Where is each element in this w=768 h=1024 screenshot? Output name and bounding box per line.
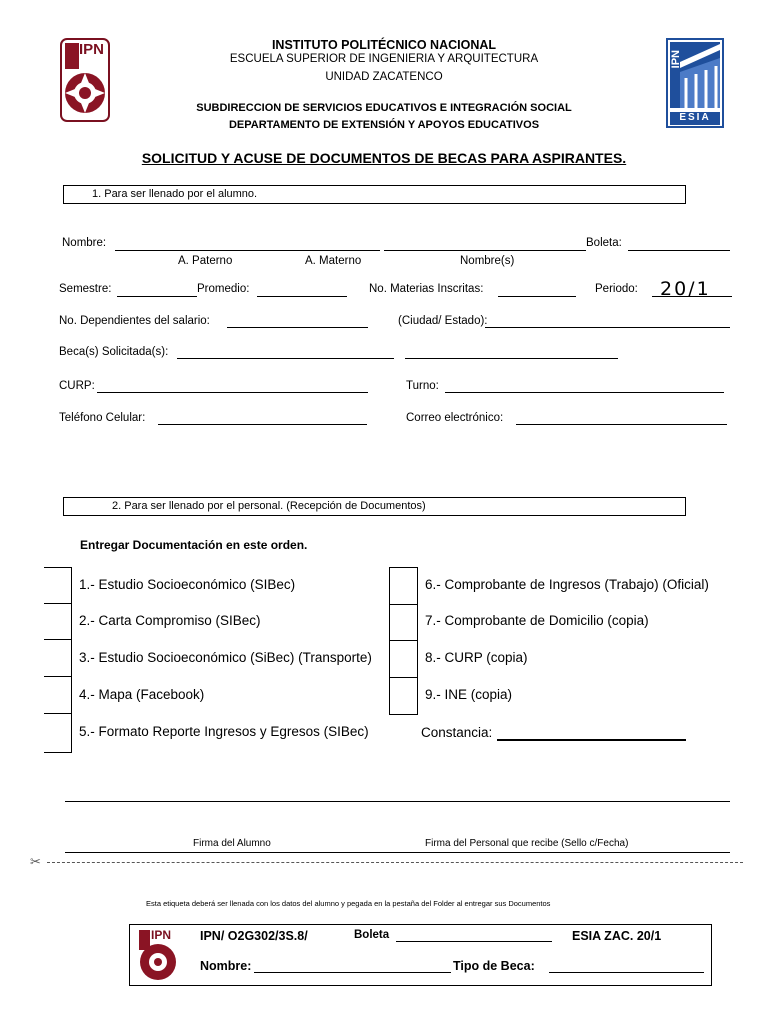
- ipn-logo-small-text: IPN: [151, 928, 172, 942]
- institute-name: INSTITUTO POLITÉCNICO NACIONAL: [271, 38, 497, 52]
- nombre-field-nombres[interactable]: [384, 250, 586, 251]
- dependientes-label: No. Dependientes del salario:: [59, 315, 210, 327]
- telefono-label: Teléfono Celular:: [59, 412, 146, 424]
- doc-item-3: 3.- Estudio Socioeconómico (SiBec) (Transporte): [79, 650, 372, 665]
- checkbox-item-9[interactable]: [389, 677, 418, 715]
- doc-item-4: 4.- Mapa (Facebook): [79, 687, 205, 702]
- periodo-field[interactable]: [652, 296, 732, 297]
- label-code: IPN/ O2G302/3S.8/: [200, 929, 308, 943]
- doc-item-8: 8.- CURP (copia): [425, 650, 528, 665]
- boleta-field[interactable]: [628, 250, 730, 251]
- doc-item-6: 6.- Comprobante de Ingresos (Trabajo) (Oficial): [425, 577, 709, 592]
- constancia-label: Constancia:: [421, 725, 493, 740]
- correo-field[interactable]: [516, 424, 727, 425]
- materias-label: No. Materias Inscritas:: [369, 283, 484, 295]
- label-nombre-field[interactable]: [254, 972, 451, 973]
- label-nombre: Nombre:: [200, 959, 252, 973]
- checkbox-item-5[interactable]: [44, 713, 72, 753]
- sub-materno: A. Materno: [305, 255, 362, 267]
- esia-logo-top-text: IPN: [670, 50, 682, 69]
- esia-logo-bottom-text: ESIA: [679, 112, 711, 123]
- label-tipo-field[interactable]: [549, 972, 704, 973]
- label-boleta-field[interactable]: [396, 941, 552, 942]
- delivery-instruction: Entregar Documentación en este orden.: [80, 538, 308, 552]
- label-esia: ESIA ZAC. 20/1: [572, 929, 662, 943]
- materias-field[interactable]: [498, 296, 576, 297]
- turno-label: Turno:: [406, 380, 439, 392]
- promedio-label: Promedio:: [197, 283, 250, 295]
- label-boleta: Boleta: [354, 929, 390, 941]
- sub-nombres: Nombre(s): [460, 255, 515, 267]
- semestre-field[interactable]: [117, 296, 197, 297]
- semestre-label: Semestre:: [59, 283, 112, 295]
- nombre-label: Nombre:: [62, 237, 107, 249]
- label-instruction: Esta etiqueta deberá ser llenada con los datos del alumno y pegada en la pestaña del Folder al entregar sus Documentos: [146, 899, 551, 908]
- checkbox-item-2[interactable]: [44, 603, 72, 640]
- subdirection-name: SUBDIRECCION DE SERVICIOS EDUCATIVOS E INTEGRACIÓN SOCIAL: [196, 102, 572, 114]
- beca-label: Beca(s) Solicitada(s):: [59, 346, 169, 358]
- checkbox-item-1[interactable]: [44, 567, 72, 604]
- beca-field-2[interactable]: [405, 358, 618, 359]
- dependientes-field[interactable]: [227, 327, 368, 328]
- correo-label: Correo electrónico:: [406, 412, 504, 424]
- section2-heading: 2. Para ser llenado por el personal. (Recepción de Documentos): [63, 497, 686, 516]
- school-name: ESCUELA SUPERIOR DE INGENIERIA Y ARQUITECTURA: [229, 53, 539, 65]
- checkbox-item-7[interactable]: [389, 604, 418, 641]
- ciudad-field[interactable]: [485, 327, 730, 328]
- unit-name: UNIDAD ZACATENCO: [325, 71, 443, 83]
- checkbox-item-6[interactable]: [389, 567, 418, 605]
- boleta-label: Boleta:: [586, 237, 622, 249]
- ipn-logo-left-text: IPN: [79, 41, 105, 58]
- doc-item-5: 5.- Formato Reporte Ingresos y Egresos (SIBec): [79, 724, 369, 739]
- beca-field-1[interactable]: [177, 358, 394, 359]
- promedio-field[interactable]: [257, 296, 347, 297]
- telefono-field[interactable]: [158, 424, 367, 425]
- scissors-icon: ✂: [30, 855, 41, 870]
- checkbox-item-3[interactable]: [44, 639, 72, 677]
- firma-personal-label: Firma del Personal que recibe (Sello c/Fecha): [425, 838, 629, 849]
- curp-field[interactable]: [97, 392, 368, 393]
- doc-item-2: 2.- Carta Compromiso (SIBec): [79, 613, 261, 628]
- esia-logo-right: [666, 38, 724, 128]
- department-name: DEPARTAMENTO DE EXTENSIÓN Y APOYOS EDUCATIVOS: [228, 119, 540, 131]
- checkbox-item-8[interactable]: [389, 640, 418, 678]
- checkbox-item-4[interactable]: [44, 676, 72, 714]
- constancia-field[interactable]: [497, 739, 686, 741]
- cut-line: [47, 862, 743, 863]
- doc-item-1: 1.- Estudio Socioeconómico (SIBec): [79, 577, 296, 592]
- ipn-logo-small: [133, 926, 183, 984]
- sub-paterno: A. Paterno: [178, 255, 233, 267]
- firma-alumno-label: Firma del Alumno: [193, 838, 271, 849]
- doc-item-7: 7.- Comprobante de Domicilio (copia): [425, 613, 649, 628]
- section1-heading: 1. Para ser llenado por el alumno.: [63, 185, 686, 204]
- ciudad-label: (Ciudad/ Estado):: [398, 315, 488, 327]
- signature-line-bottom: [65, 852, 730, 853]
- periodo-label: Periodo:: [595, 283, 638, 295]
- periodo-value: 20/1: [660, 278, 711, 300]
- doc-item-9: 9.- INE (copia): [425, 687, 513, 702]
- curp-label: CURP:: [59, 380, 95, 392]
- turno-field[interactable]: [445, 392, 724, 393]
- nombre-field-paterno[interactable]: [115, 250, 380, 251]
- signature-line-top: [65, 801, 730, 802]
- label-tipo: Tipo de Beca:: [453, 959, 535, 973]
- form-title: SOLICITUD Y ACUSE DE DOCUMENTOS DE BECAS PARA ASPIRANTES.: [141, 150, 627, 166]
